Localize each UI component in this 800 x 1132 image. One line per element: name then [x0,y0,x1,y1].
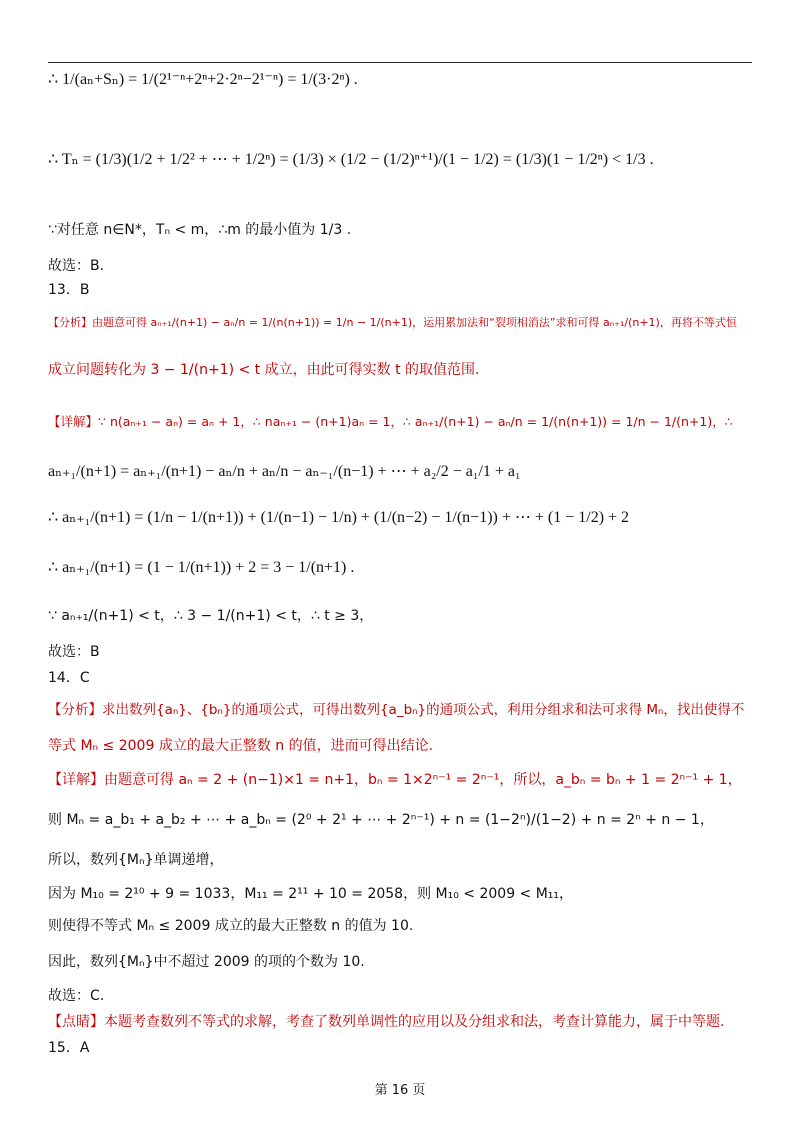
section-label: 【详解】 [48,414,99,429]
line-1: ∴ 1/(aₙ+Sₙ) = 1/(2¹⁻ⁿ+2ⁿ+2·2ⁿ−2¹⁻ⁿ) = 1/(3·2ⁿ) . [48,71,358,88]
section-label: 【详解】 [48,772,104,788]
question-14-answer: 14．C [48,670,90,686]
detail-13-line-5: ∵ aₙ₊₁/(n+1) < t，∴ 3 − 1/(n+1) < t，∴ t ≥ 3， [48,608,374,624]
section-label: 【分析】 [48,702,102,718]
section-text: 由题意可得 aₙ₊₁/(n+1) − aₙ/n = 1/(n(n+1)) = 1/n − 1/(n+1)，运用累加法和“裂项相消法”求和可得 aₙ₊₁/(n+1)，再将不等式恒 [92,316,737,329]
section-text: 本题考查数列不等式的求解，考查了数列单调性的应用以及分组求和法，考查计算能力，属于中等题. [104,1014,725,1030]
header-rule [48,62,752,63]
question-15-answer: 15．A [48,1040,90,1056]
detail-13-line-1 [48,414,733,430]
line-2: ∴ Tₙ = (1/3)(1/2 + 1/2² + ⋯ + 1/2ⁿ) = (1/3) × (1/2 − (1/2)ⁿ⁺¹)/(1 − 1/2) = (1/3)(1 − 1/2ⁿ) < 1/3 . [48,151,654,168]
section-label: 【点睛】 [48,1014,104,1030]
analysis-14-line-1 [48,702,744,719]
analysis-14-line-2: 等式 Mₙ ≤ 2009 成立的最大正整数 n 的值，进而可得出结论. [48,738,434,754]
line-3: ∵对任意 n∈N*，Tₙ < m，∴m 的最小值为 1/3 . [48,222,352,238]
analysis-13-line-1 [48,316,737,330]
detail-14-line-2: 则 Mₙ = a_b₁ + a_b₂ + ⋯ + a_bₙ = (2⁰ + 2¹ + ⋯ + 2ⁿ⁻¹) + n = (1−2ⁿ)/(1−2) + n = 2ⁿ + n − 1， [48,812,714,828]
section-label: 【分析】 [48,316,92,329]
detail-14-line-3: 所以，数列{Mₙ}单调递增， [48,852,224,868]
detail-14-line-6: 因此，数列{Mₙ}中不超过 2009 的项的个数为 10. [48,954,365,970]
detail-13-line-2: aₙ₊₁/(n+1) = aₙ₊₁/(n+1) − aₙ/n + aₙ/n − aₙ₋₁/(n−1) + ⋯ + a₂/2 − a₁/1 + a₁ [48,463,521,480]
page-footer: 第 16 页 [374,1083,426,1098]
line-choose-c: 故选：C. [48,988,105,1004]
detail-14-line-5: 则使得不等式 Mₙ ≤ 2009 成立的最大正整数 n 的值为 10. [48,918,414,934]
detail-14-line-4: 因为 M₁₀ = 2¹⁰ + 9 = 1033，M₁₁ = 2¹¹ + 10 = 2058，则 M₁₀ < 2009 < M₁₁， [48,886,574,902]
detail-14-line-1 [48,772,742,790]
comment-14 [48,1014,724,1032]
analysis-13-line-2: 成立问题转化为 3 − 1/(n+1) < t 成立，由此可得实数 t 的取值范围. [48,362,480,378]
section-text: 求出数列{aₙ}、{bₙ}的通项公式，可得出数列{a_bₙ}的通项公式，利用分组求和法可求得 Mₙ，找出使得不 [102,702,745,718]
line-choose-b: 故选：B [48,644,100,660]
line-4: 故选：B. [48,258,105,274]
section-text: 由题意可得 aₙ = 2 + (n−1)×1 = n+1，bₙ = 1×2ⁿ⁻¹ = 2ⁿ⁻¹，所以，a_bₙ = bₙ + 1 = 2ⁿ⁻¹ + 1， [104,772,742,788]
detail-13-line-4: ∴ aₙ₊₁/(n+1) = (1 − 1/(n+1)) + 2 = 3 − 1/(n+1) . [48,559,355,576]
detail-13-line-3: ∴ aₙ₊₁/(n+1) = (1/n − 1/(n+1)) + (1/(n−1) − 1/n) + (1/(n−2) − 1/(n−1)) + ⋯ + (1 − 1/2) + 2 [48,509,630,526]
section-text: ∵ n(aₙ₊₁ − aₙ) = aₙ + 1，∴ naₙ₊₁ − (n+1)aₙ = 1，∴ aₙ₊₁/(n+1) − aₙ/n = 1/(n(n+1)) = 1/n − 1/(n+1)，∴ [98,414,733,429]
question-13-answer: 13．B [48,282,90,298]
